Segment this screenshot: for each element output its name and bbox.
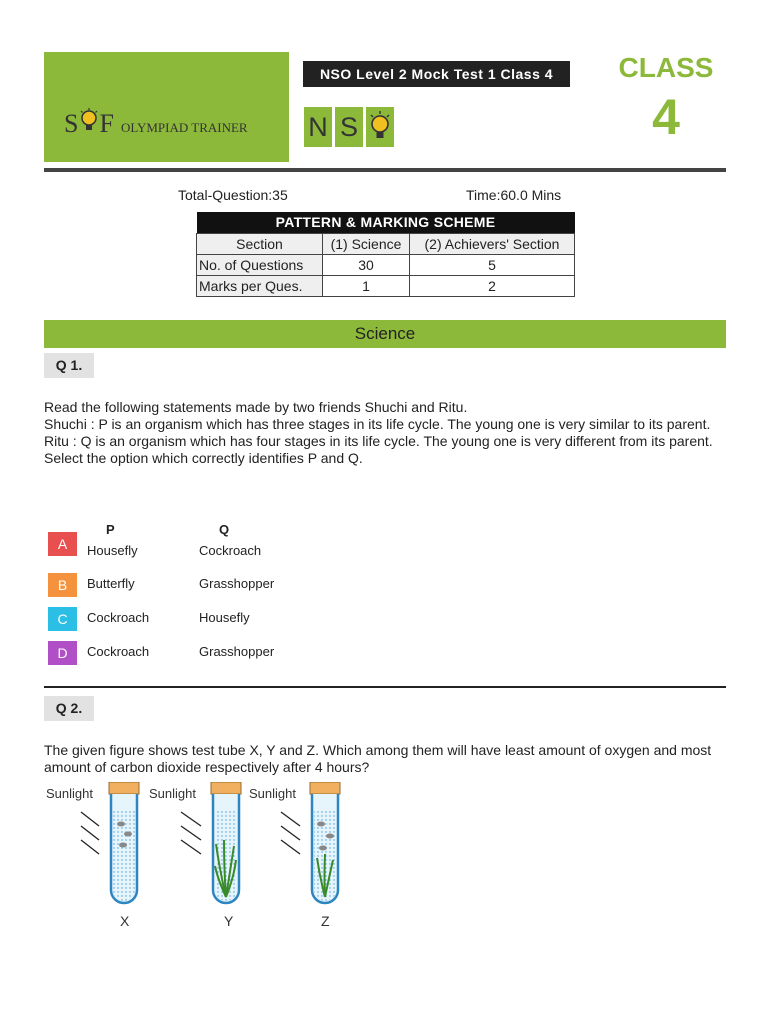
- question-line: Ritu : Q is an organism which has four stages in its life cycle. The young one is very different from its parent.: [44, 433, 713, 449]
- tube-cork: [310, 782, 340, 794]
- option-a-button[interactable]: A: [48, 532, 77, 556]
- option-d-q: Grasshopper: [199, 644, 275, 659]
- nso-logo: [304, 107, 394, 147]
- fish-icon: [326, 834, 334, 839]
- table-cell: (2) Achievers' Section: [410, 233, 575, 254]
- time-limit: Time:60.0 Mins: [466, 187, 562, 203]
- test-tube-x: [46, 782, 139, 929]
- table-row: [197, 254, 575, 275]
- table-row: [197, 275, 575, 296]
- question-line: Select the option which correctly identifies P and Q.: [44, 450, 363, 466]
- bulb-icon: [79, 108, 99, 134]
- sof-logo: S F OLYMPIAD TRAINER: [64, 109, 248, 138]
- table-cell: 1: [323, 275, 410, 296]
- table-header-row: [197, 233, 575, 254]
- option-b-p: Butterfly: [87, 576, 135, 591]
- sunlight-arrow: [181, 812, 201, 826]
- fish-icon: [317, 822, 325, 827]
- question-label: Q 1.: [44, 353, 94, 378]
- nso-tile-n: N: [304, 107, 332, 147]
- class-number: 4: [652, 89, 680, 145]
- bulb-icon: [368, 109, 392, 145]
- option-d-button[interactable]: D: [48, 641, 77, 665]
- option-a-p: Housefly: [87, 543, 138, 558]
- tube-label-x: X: [120, 913, 130, 929]
- question-text: The given figure shows test tube X, Y and Z. Which among them will have least amount of oxygen and most amount of carbon dioxide respectively after 4 hours?: [44, 742, 712, 775]
- total-questions: Total-Question:35: [178, 187, 288, 203]
- nso-tile-bulb: [366, 107, 394, 147]
- sunlight-arrow: [181, 826, 201, 840]
- sunlight-arrow: [281, 840, 300, 854]
- table-cell: No. of Questions: [197, 254, 323, 275]
- fish-icon: [117, 822, 125, 827]
- option-b-button[interactable]: B: [48, 573, 77, 597]
- question-line: Read the following statements made by two friends Shuchi and Ritu.: [44, 399, 468, 415]
- sunlight-label: Sunlight: [149, 786, 196, 801]
- sunlight-label: Sunlight: [46, 786, 93, 801]
- logo-banner: [44, 52, 289, 162]
- test-title: NSO Level 2 Mock Test 1 Class 4: [303, 61, 570, 87]
- fish-icon: [124, 832, 132, 837]
- marking-scheme-table: [196, 212, 575, 297]
- sunlight-arrow: [281, 826, 300, 840]
- table-cell: 30: [323, 254, 410, 275]
- table-cell: Marks per Ques.: [197, 275, 323, 296]
- option-c-p: Cockroach: [87, 610, 150, 625]
- column-header-p: P: [106, 522, 115, 537]
- sunlight-arrow: [81, 812, 99, 826]
- sunlight-label: Sunlight: [249, 786, 296, 801]
- table-cell: 5: [410, 254, 575, 275]
- header-divider: [44, 168, 726, 172]
- table-cell: Section: [197, 233, 323, 254]
- option-a-q: Cockroach: [199, 543, 262, 558]
- class-label: CLASS: [618, 52, 714, 83]
- option-b-q: Grasshopper: [199, 576, 275, 591]
- tube-cork: [211, 782, 241, 794]
- tube-label-y: Y: [224, 913, 234, 929]
- question-text: [44, 399, 724, 467]
- sunlight-arrow: [181, 840, 201, 854]
- column-header-q: Q: [219, 522, 230, 537]
- tube-cork: [109, 782, 139, 794]
- fish-icon: [119, 843, 127, 848]
- test-tube-z: [249, 782, 340, 929]
- scheme-title: PATTERN & MARKING SCHEME: [197, 212, 575, 233]
- sunlight-arrow: [81, 840, 99, 854]
- table-cell: 2: [410, 275, 575, 296]
- section-heading: Science: [44, 320, 726, 348]
- test-tube-figure: [44, 782, 364, 932]
- test-tube-y: [149, 782, 241, 929]
- table-cell: (1) Science: [323, 233, 410, 254]
- question-label: Q 2.: [44, 696, 94, 721]
- sunlight-arrow: [281, 812, 300, 826]
- question-divider: [44, 686, 726, 688]
- option-c-q: Housefly: [199, 610, 250, 625]
- question-line: Shuchi : P is an organism which has three stages in its life cycle. The young one is very similar to its parent.: [44, 416, 711, 432]
- option-d-p: Cockroach: [87, 644, 150, 659]
- nso-tile-s: S: [335, 107, 363, 147]
- sunlight-arrow: [81, 826, 99, 840]
- fish-icon: [319, 846, 327, 851]
- option-c-button[interactable]: C: [48, 607, 77, 631]
- tube-label-z: Z: [321, 913, 330, 929]
